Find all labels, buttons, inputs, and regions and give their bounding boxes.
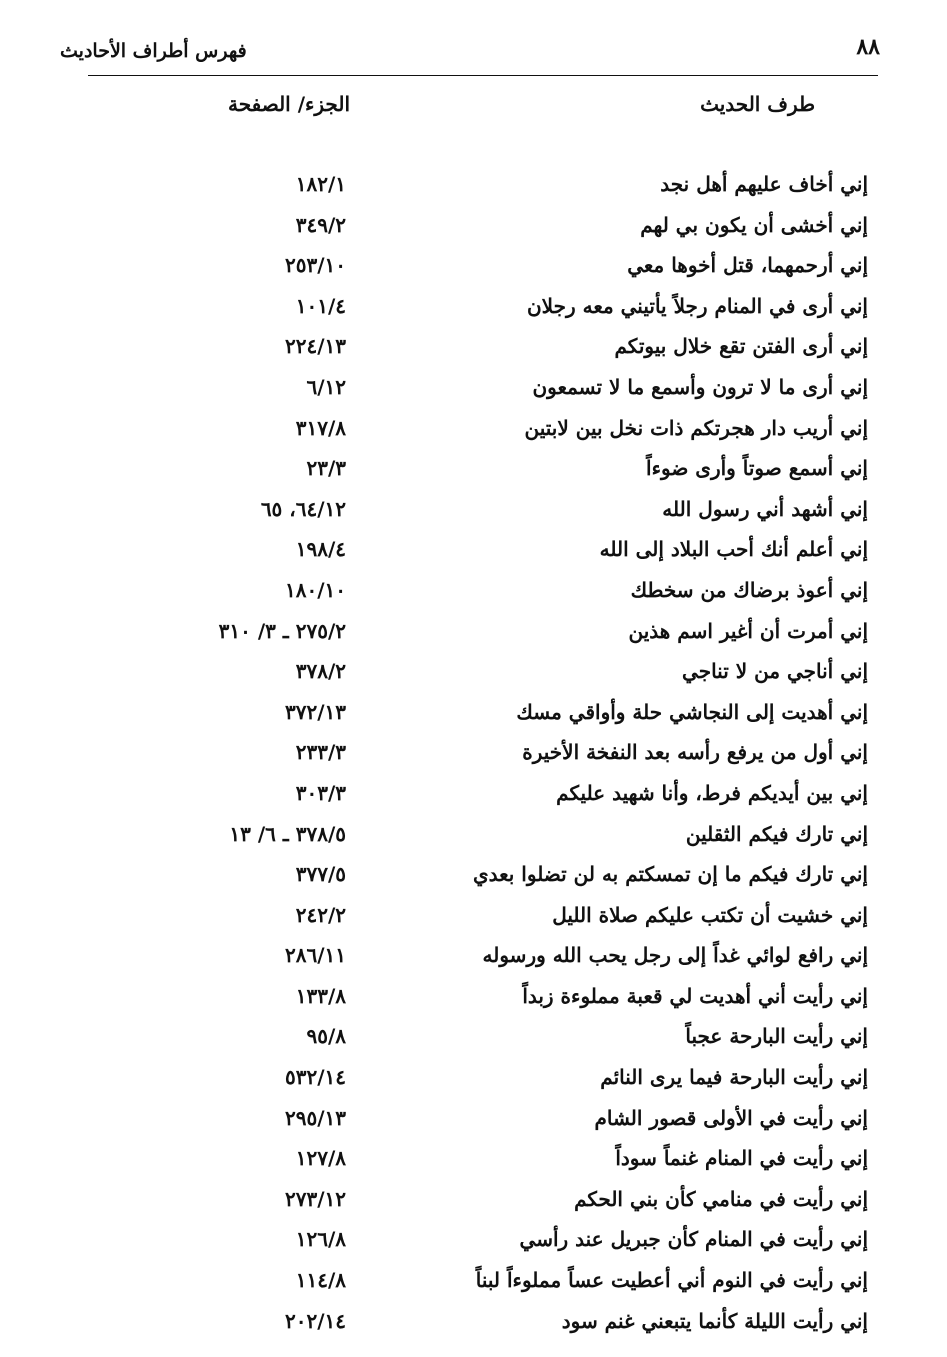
hadith-incipit: إني رأيت أني أهديت لي قعبة مملوءة زبداً: [522, 983, 868, 1008]
index-entry: [88, 328, 878, 369]
volume-page-reference: ٢٨٦/١١: [284, 943, 346, 968]
index-entry: [88, 531, 878, 572]
index-entry: [88, 369, 878, 410]
header-rule: [88, 75, 878, 76]
index-entry: [88, 1100, 878, 1141]
index-entry: [88, 207, 878, 248]
column-header-reference: الجزء/ الصفحة: [227, 92, 350, 116]
volume-page-reference: ١١٤/٨: [295, 1268, 346, 1293]
index-entry: [88, 1221, 878, 1262]
volume-page-reference: ٢٧٣/١٢: [284, 1186, 346, 1211]
volume-page-reference: ٣٧٧/٥: [295, 862, 346, 887]
running-title: فهرس أطراف الأحاديث: [60, 40, 247, 62]
hadith-incipit: إني أسمع صوتاً وأرى ضوءاً: [646, 456, 868, 481]
hadith-incipit: إني رافع لوائي غداً إلى رجل يحب الله ورسوله: [482, 943, 868, 968]
hadith-incipit: إني بين أيديكم فرط، وأنا شهيد عليكم: [556, 780, 868, 805]
index-entry: [88, 166, 878, 207]
hadith-incipit: إني رأيت الليلة كأنما يتبعني غنم سود: [561, 1308, 868, 1333]
index-entry: [88, 613, 878, 654]
hadith-incipit: إني أمرت أن أغير اسم هذين: [628, 618, 868, 643]
hadith-incipit: إني رأيت في المنام غنماً سوداً: [615, 1146, 868, 1171]
index-entry: [88, 653, 878, 694]
hadith-incipit: إني رأيت البارحة عجباً: [685, 1024, 868, 1049]
hadith-incipit: إني أهديت إلى النجاشي حلة وأواقي مسك: [516, 699, 868, 724]
hadith-incipit: إني رأيت في منامي كأن بني الحكم: [574, 1186, 868, 1211]
volume-page-reference: ٢٢٤/١٣: [284, 334, 346, 359]
hadith-incipit: إني أرحمهما، قتل أخوها معي: [627, 253, 868, 278]
hadith-incipit: إني أشهد أني رسول الله: [662, 496, 868, 521]
volume-page-reference: ٣٧٨/٢: [295, 659, 346, 684]
hadith-incipit: إني تارك فيكم الثقلين: [685, 821, 868, 846]
volume-page-reference: ٩٥/٨: [306, 1024, 346, 1049]
volume-page-reference: ٦/١٢: [306, 374, 346, 399]
index-entry: [88, 1059, 878, 1100]
hadith-incipit: إني تارك فيكم ما إن تمسكتم به لن تضلوا بعدي: [472, 862, 868, 887]
index-entry: [88, 978, 878, 1019]
index-entry: [88, 1303, 878, 1344]
index-entry: [88, 572, 878, 613]
volume-page-reference: ١٢٧/٨: [295, 1146, 346, 1171]
volume-page-reference: ١٢٦/٨: [295, 1227, 346, 1252]
volume-page-reference: ١٨٠/١٠: [284, 577, 346, 602]
index-entry: [88, 1262, 878, 1303]
volume-page-reference: ١٣٣/٨: [295, 983, 346, 1008]
index-entry: [88, 937, 878, 978]
hadith-incipit: إني أناجي من لا تناجي: [682, 659, 868, 684]
volume-page-reference: ٣٧٨/٥ ـ ٦/ ١٣: [229, 821, 346, 846]
volume-page-reference: ١٨٢/١: [295, 172, 346, 196]
volume-page-reference: ١٩٨/٤: [295, 537, 346, 562]
index-entry: [88, 450, 878, 491]
index-entry: [88, 1181, 878, 1222]
index-entries: [88, 166, 878, 1343]
volume-page-reference: ٢٤٢/٢: [295, 902, 346, 927]
volume-page-reference: ٢٥٣/١٠: [284, 253, 346, 278]
volume-page-reference: ٣١٧/٨: [295, 415, 346, 440]
index-entry: [88, 1140, 878, 1181]
hadith-incipit: إني أريب دار هجرتكم ذات نخل بين لابتين: [524, 415, 868, 440]
volume-page-reference: ٣٤٩/٢: [295, 212, 346, 237]
index-entry: [88, 491, 878, 532]
hadith-incipit: إني خشيت أن تكتب عليكم صلاة الليل: [552, 902, 868, 927]
hadith-incipit: إني أعوذ برضاك من سخطك: [630, 577, 868, 602]
hadith-incipit: إني رأيت في المنام كأن جبريل عند رأسي: [519, 1227, 868, 1252]
index-entry: [88, 734, 878, 775]
index-entry: [88, 897, 878, 938]
hadith-incipit: إني أخاف عليهم أهل نجد: [660, 172, 868, 196]
volume-page-reference: ١٠١/٤: [295, 293, 346, 318]
index-entry: [88, 816, 878, 857]
index-entry: [88, 410, 878, 451]
column-header-hadith: طرف الحديث: [700, 92, 815, 116]
volume-page-reference: ٣٠٣/٣: [295, 780, 346, 805]
volume-page-reference: ٢٣/٣: [306, 456, 346, 481]
hadith-incipit: إني أول من يرفع رأسه بعد النفخة الأخيرة: [522, 740, 868, 765]
index-entry: [88, 775, 878, 816]
index-entry: [88, 856, 878, 897]
hadith-incipit: إني رأيت في الأولى قصور الشام: [594, 1105, 868, 1130]
volume-page-reference: ٢٩٥/١٣: [284, 1105, 346, 1130]
hadith-incipit: إني أرى الفتن تقع خلال بيوتكم: [614, 334, 868, 359]
volume-page-reference: ٢٣٣/٣: [295, 740, 346, 765]
index-entry: [88, 1018, 878, 1059]
volume-page-reference: ٦٤/١٢، ٦٥: [260, 496, 346, 521]
hadith-incipit: إني أرى ما لا ترون وأسمع ما لا تسمعون: [532, 374, 868, 399]
volume-page-reference: ٥٣٢/١٤: [284, 1065, 346, 1090]
hadith-incipit: إني رأيت في النوم أني أعطيت عساً مملوءاً لبناً: [475, 1268, 868, 1293]
volume-page-reference: ٢٠٢/١٤: [284, 1308, 346, 1333]
volume-page-reference: ٢٧٥/٢ ـ ٣/ ٣١٠: [218, 618, 346, 643]
hadith-incipit: إني أعلم أنك أحب البلاد إلى الله: [599, 537, 868, 562]
volume-page-reference: ٣٧٢/١٣: [284, 699, 346, 724]
hadith-incipit: إني رأيت البارحة فيما يرى النائم: [600, 1065, 868, 1090]
index-entry: [88, 247, 878, 288]
index-entry: [88, 694, 878, 735]
index-entry: [88, 288, 878, 329]
hadith-incipit: إني أخشى أن يكون بي لهم: [640, 212, 868, 237]
page-number: ٨٨: [856, 34, 880, 60]
hadith-incipit: إني أرى في المنام رجلاً يأتيني معه رجلان: [526, 293, 868, 318]
